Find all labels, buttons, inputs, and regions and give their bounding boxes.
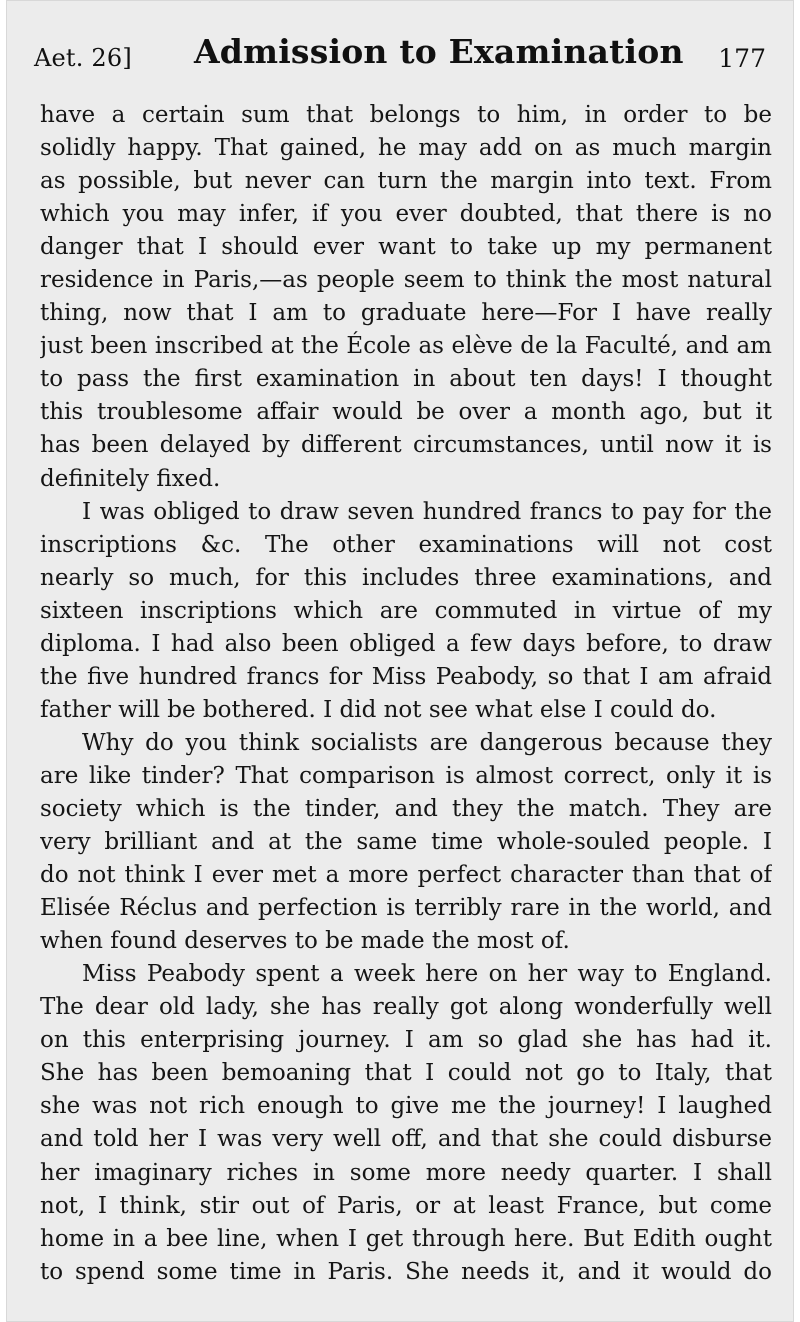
text-line: thing, now that I am to graduate here—For I have really [40,300,772,327]
page-number: 177 [718,44,766,73]
text-line: Miss Peabody spent a week here on her way to England. [82,961,772,988]
text-line: she was not rich enough to give me the journey! I laughed [40,1093,772,1120]
text-line: as possible, but never can turn the margin into text. From [40,168,772,195]
text-line: on this enterprising journey. I am so glad she has had it. [40,1027,772,1054]
text-line: Why do you think socialists are dangerous because they [82,729,772,756]
text-line: danger that I should ever want to take up my permanent [40,234,772,261]
text-line: very brilliant and at the same time whole-souled people. I [40,829,772,856]
text-line: just been inscribed at the École as elève de la Faculté, and am [40,333,772,360]
text-line: sixteen inscriptions which are commuted in virtue of my [40,597,772,624]
text-line: do not think I ever met a more perfect character than that of [40,862,772,889]
text-line: residence in Paris,—as people seem to think the most natural [40,267,772,294]
text-line: to pass the first examination in about ten days! I thought [40,366,772,393]
text-line: to spend some time in Paris. She needs it, and it would do [40,1258,772,1285]
text-line: father will be bothered. I did not see what else I could do. [40,696,717,723]
text-line: and told her I was very well off, and that she could disburse [40,1126,772,1153]
running-header-title: Admission to Examination [194,32,684,71]
text-line: inscriptions &c. The other examinations will not cost [40,531,772,558]
text-line: She has been bemoaning that I could not go to Italy, that [40,1060,772,1087]
running-header [34,30,766,80]
text-line: the five hundred francs for Miss Peabody, so that I am afraid [40,663,772,690]
text-line: nearly so much, for this includes three examinations, and [40,564,772,591]
text-line: Elisée Réclus and perfection is terribly rare in the world, and [40,895,772,922]
running-header-age: Aet. 26] [34,44,132,72]
text-line: her imaginary riches in some more needy quarter. I shall [40,1159,772,1186]
text-line: have a certain sum that belongs to him, in order to be [40,102,772,128]
text-line: definitely fixed. [40,465,221,492]
text-line: are like tinder? That comparison is almost correct, only it is [40,762,772,789]
text-line: diploma. I had also been obliged a few days before, to draw [40,630,772,657]
text-line: this troublesome affair would be over a month ago, but it [40,399,772,426]
text-line: not, I think, stir out of Paris, or at least France, but come [40,1192,772,1219]
book-page [6,0,794,1322]
text-line: home in a bee line, when I get through here. But Edith ought [40,1225,772,1252]
text-line: which you may infer, if you ever doubted, that there is no [40,201,772,228]
text-line: when found deserves to be made the most of. [40,928,570,955]
text-line: society which is the tinder, and they the match. They are [40,795,772,822]
text-line: The dear old lady, she has really got along wonderfully well [40,994,772,1021]
text-line: I was obliged to draw seven hundred francs to pay for the [82,498,772,525]
text-line: solidly happy. That gained, he may add on as much margin [40,135,772,162]
text-line: has been delayed by different circumstances, until now it is [40,432,772,459]
body-text [40,99,772,1289]
